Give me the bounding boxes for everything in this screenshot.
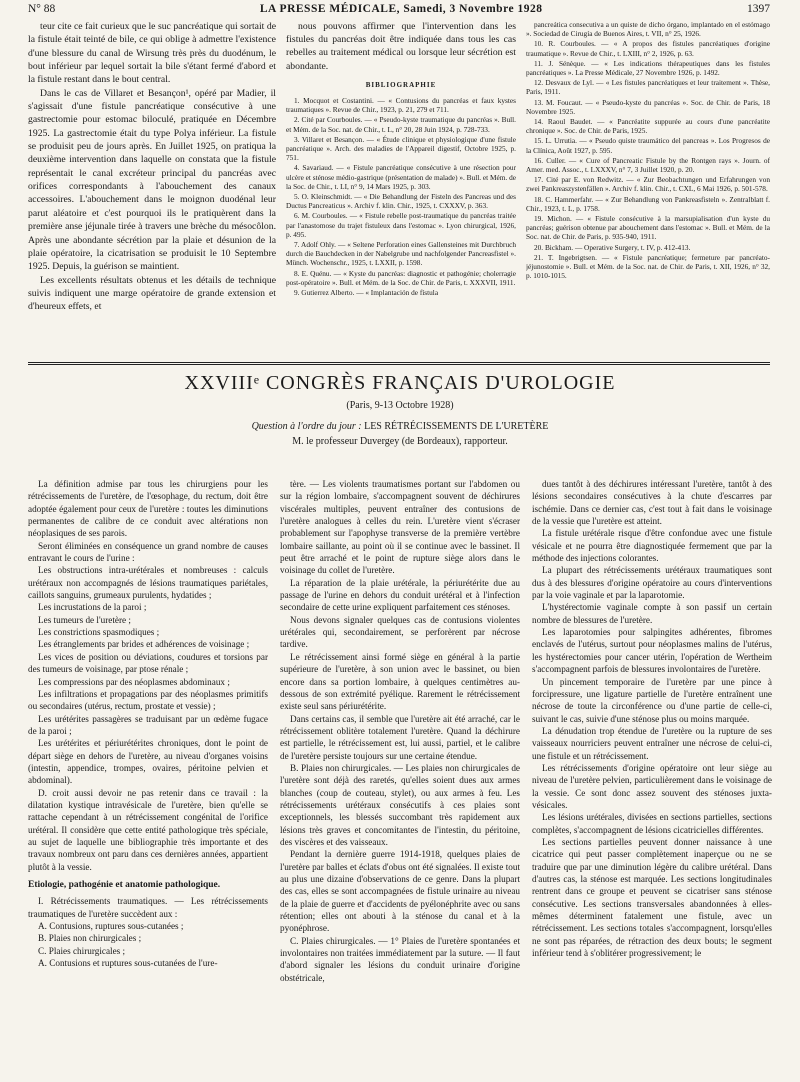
- paragraph: Les obstructions intra-urétérales et nombreuses : calculs urétéraux non accompagnés de lésions traumatiques pariétales, caillots sanguins, grumeaux purulents, hydatides ;: [28, 565, 268, 601]
- paragraph: tère. — Les violents traumatismes portant sur l'abdomen ou sur la région lombaire, s'accompagnent souvent de déchirures viscérales multiples, peuvent entraîner des contusions de l'uretère analogues à celles du rein. L'uretère vient s'écraser probablement sur l'apophyse transverse de la première vertèbre lombaire saillante, au point où il se continue avec le bassinet. Il peut être arraché et le point de rupture siège alors dans le voisinage du collet de l'uretère.: [280, 479, 520, 576]
- paragraph: 21. T. Ingebrigtsen. — « Fistule pancréatique; fermeture par pancréato-jéjunostomie ». Bull. et Mém. de la Soc. nat. de Chir. de Paris, t. XII, 1926, n° 32, p. 1010-1015.: [526, 252, 770, 281]
- article-column-middle: [286, 20, 516, 358]
- paragraph: 2. Cité par Courboules. — « Pseudo-kyste traumatique du pancréas ». Bull. et Mém. de la Soc. nat. de Chir., t. L, n° 20, 28 Juin 1924, p. 728-733.: [286, 115, 516, 134]
- paragraph: 15. L. Urrutia. — « Pseudo quiste traumático del pancreas ». Los Progresos de la Clínica, Août 1927, p. 595.: [526, 136, 770, 155]
- rapporteur-line: M. le professeur Duvergey (de Bordeaux), rapporteur.: [292, 436, 508, 447]
- paragraph: 4. Savariaud. — « Fistule pancréatique consécutive à une résection pour ulcère et sténose médio-gastrique (présentation de malade) ». Bull. et Mém. de la Soc. de Chir., t. LI, n° 9, 14 Mars 1925, p. 303.: [286, 163, 516, 191]
- paragraph: 19. Michon. — « Fistule consécutive à la marsupialisation d'un kyste du pancréas; guérison obtenue par abouchement dans l'estomac ». Bull. et Mém. de la Soc. nat. de Chir. de Paris, p. 935-940, 1911.: [526, 214, 770, 242]
- paragraph: Dans le cas de Villaret et Besançon¹, opéré par Madier, il s'agissait d'une fistule pancréatique consécutive à une gastrectomie pour estomac biloculé, pratiquée en Décembre 1925. La gastrectomie était du type Polya inférieur. La fistule se produisit peu de jours après. En Juillet 1925, on pratiqua la deuxième intervention dans laquelle on constata que la fistule représentait le canal excréteur principal du pancréas avec orifices correspondants à l'abouchement des canaux accessoires. L'abouchement dans le moignon duodénal leur parut aléatoire et c'est pourquoi ils le pratiquèrent dans la première anse jéjunale tirée à travers une brèche du mésocôlon. Après une abondante sécrétion par la plaie et désunion de la plaie opératoire, la cicatrisation se produisit le 10 Septembre 1925. Depuis, la guérison se maintient.: [28, 87, 276, 273]
- paragraph: Les urétérites passagères se traduisant par un œdème fugace de la paroi ;: [28, 713, 268, 736]
- paragraph: Les étranglements par brides et adhérences de voisinage ;: [38, 639, 250, 650]
- paragraph: L'hystérectomie vaginale compte à son passif un certain nombre de blessures de l'uretère.: [532, 602, 772, 625]
- page-header: [28, 0, 770, 18]
- paragraph: C. Plaies chirurgicales ;: [38, 945, 126, 956]
- paragraph: Pendant la dernière guerre 1914-1918, quelques plaies de l'uretère par balles et éclats d'obus ont été signalées. Il existe tout au plus une dizaine d'observations de ce genre. Dans la plupart des cas, elles se sont accompagnées de fistule urinaire au niveau de la plaie de guerre et d'accidents de pyélonéphrite avec ou sans rétention; elles ont abouti à la sténose du canal et à la pyonéphrose.: [280, 849, 520, 934]
- paragraph: Les tumeurs de l'uretère ;: [38, 614, 131, 625]
- bibliography-left: [286, 81, 516, 297]
- paragraph: D. croit aussi devoir ne pas retenir dans ce travail : la dilatation kystique intravésicale de l'uretère, bien qu'elle se rattache cependant à un rétrécissement congénital de l'orifice urétéral. Il considère que cette entité pathologique très spéciale, au sujet de laquelle une bibliographie très importante et des travaux nombreux ont paru dans ces dernières années, appartient plutôt à la vessie.: [28, 787, 268, 872]
- paragraph: Les compressions par des néoplasmes abdominaux ;: [38, 676, 230, 687]
- conclusion-paragraph: nous pouvons affirmer que l'intervention dans les fistules du pancréas doit être indiquée dans tous les cas rebelles au traitement médical ou lorsque leur sécrétion est abondante.: [286, 21, 516, 72]
- paragraph: Les sections partielles peuvent donner naissance à une cicatrice qui peut passer complètement inaperçue ou ne se traduire que par une diminution légère du calibre urétéral. Dans d'autres cas, la sténose est marquée. Les sections longitudinales rentrent dans ce groupe et peuvent se cicatriser sans sténose consécutive. Les sections transversales abandonnées à elles-mêmes déterminent fatalement une fistule, avec un rétrécissement. Les sections totales s'accompagnent, lorsqu'elles ne sont pas réparées, de rétraction des deux bouts; le segment inférieur tend à s'oblitérer progressivement; le: [532, 836, 772, 959]
- paragraph: 3. Villaret et Besançon. — « Étude clinique et physiologique d'une fistule pancréatique ». Arch. des maladies de l'Appareil digestif, Octobre 1925, p. 751.: [286, 134, 516, 163]
- paragraph: La dénudation trop étendue de l'uretère ou la rupture de ses vaisseaux nourriciers peuvent entraîner une nécrose de celui-ci, une fistule et un rétrécissement.: [532, 725, 772, 761]
- paragraph: pancreática consecutiva a un quiste de dicho órgano, implantado en el estómago ». Sociedad de Cirugía de Buenos Aires, t. VII, n° 25, 1926.: [526, 20, 770, 39]
- paragraph: Les infiltrations et propagations par des néoplasmes primitifs ou secondaires (utérus, rectum, prostate et vessie) ;: [28, 688, 268, 712]
- paragraph: Les constrictions spasmodiques ;: [38, 627, 160, 638]
- paragraph: 17. Cité par E. von Redwitz. — « Zur Beobachtungen und Erfahrungen von zwei Pankreaszystenfällen ». Archiv f. klin. Chir., t. CXL, 6 Mai 1926, p. 501-578.: [526, 175, 770, 194]
- journal-title: LA PRESSE MÉDICALE, Samedi, 3 Novembre 1928: [259, 3, 543, 15]
- bibliography-right: [526, 20, 770, 358]
- paragraph: dues tantôt à des déchirures intéressant l'uretère, tantôt à des lésions secondaires consécutives à la chute d'escarres par ischémie. Dans ce dernier cas, c'est tout à fait dans le voisinage de la vessie que l'uretère est atteint.: [532, 479, 772, 527]
- paragraph: Les vices de position ou déviations, coudures et torsions par des tumeurs de voisinage, par ptose rénale ;: [28, 651, 268, 675]
- paragraph: 9. Gutierrez Alberto. — « Implantación de fístula: [294, 288, 439, 298]
- question-label: Question à l'ordre du jour :: [251, 421, 362, 432]
- paragraph: Les rétrécissements d'origine opératoire ont leur siège au niveau de l'uretère pelvien, particulièrement dans le voisinage de la vessie. Ce sont donc assez souvent des sténoses juxta-vésicales.: [532, 762, 772, 810]
- question-topic: LES RÉTRÉCISSEMENTS DE L'URETÈRE: [364, 421, 549, 432]
- page-number: 1397: [747, 3, 770, 15]
- paragraph: Les laparotomies pour salpingites adhérentes, fibromes enclavés de l'utérus, surtout pour néoplasmes malins de l'utérus, les hystérectomies pour cancer utérin, l'opération de Wertheim s'accompagnent parfois de blessures involontaires de l'uretère.: [532, 627, 772, 675]
- paragraph: 14. Raoul Baudet. — « Pancréatite suppurée au cours d'une pancréatite chronique ». Soc. de Chir. de Paris, 1925.: [526, 117, 770, 136]
- paragraph: Les urétérites et périurétérites chroniques, dont le point de départ siège en dehors de l'uretère, au niveau d'organes voisins (intestin, appendice, trompes, ovaires, péritoine pelvien et abdominal).: [28, 738, 268, 786]
- paragraph: Les excellents résultats obtenus et les détails de technique suivis indiquent une marge opératoire de grande extension et d'heureux effets, et: [28, 274, 276, 313]
- paragraph: Les incrustations de la paroi ;: [38, 602, 147, 613]
- paragraph: 10. R. Courboules. — « A propos des fistules pancréatiques d'origine traumatique ». Revue de Chir., t. LXIII, n° 2, 1926, p. 63.: [526, 39, 770, 58]
- paragraph: 8. E. Quénu. — « Kyste du pancréas: diagnostic et pathogénie; cholerragie post-opératoire ». Bull. et Mém. de la Soc. de Chir. de Paris, t. XXXVII, 1911.: [286, 268, 516, 287]
- paragraph: 18. C. Hammerfahr. — « Zur Behandlung von Pankreasfisteln ». Zentralblatt f. Chir., 1923, t. L, p. 1758.: [526, 194, 770, 213]
- paragraph: 11. J. Sénèque. — « Les indications thérapeutiques dans les fistules pancréatiques ». La Presse Médicale, 27 Novembre 1926, p. 1492.: [526, 58, 770, 78]
- report-column-right: [532, 478, 772, 1073]
- paragraph: La plupart des rétrécissements urétéraux traumatiques sont dus à des blessures d'origine opératoire au cours d'interventions par la voie vaginale et par la laparotomie.: [532, 565, 772, 601]
- section-heading: Etiologie, pathogénie et anatomie pathologique.: [28, 880, 221, 890]
- paragraph: Le rétrécissement ainsi formé siège en général à la partie supérieure de l'uretère, à son union avec le bassinet, ou bien encore dans sa portion lombaire, à quelques centimètres au-dessous de son extrémité pyélique. Rarement le rétrécissement existe seul sans périurétérite.: [280, 651, 520, 712]
- report-column-left: [28, 478, 268, 1073]
- paragraph: 6. M. Courboules. — « Fistule rebelle post-traumatique du pancréas traitée par l'anastomose du trajet fistuleux dans l'estomac ». Lyon chirurgical, 1926, p. 495.: [286, 211, 516, 239]
- paragraph: I. Rétrécissements traumatiques. — Les rétrécissements traumatiques de l'uretère succèdent aux :: [28, 896, 268, 919]
- paragraph: 1. Mocquot et Costantini. — « Contusions du pancréas et faux kystes traumatiques ». Revue de Chir., 1923, p. 21, 279 et 711.: [286, 96, 516, 115]
- paragraph: B. Plaies non chirurgicales. — Les plaies non chirurgicales de l'uretère sont déjà des raretés, qu'elles soient dues aux armes blanches (coup de couteau, stylet), ou aux armes à feu. Les rétrécissements urétéraux consécutifs à ces plaies sont exceptionnels, les blessés succombant très rapidement aux lésions très graves et concomitantes de l'intestin, du péritoine, des viscères et des vaisseaux.: [280, 762, 520, 847]
- section-divider: [28, 362, 770, 365]
- congress-title: XXVIIIᵉ CONGRÈS FRANÇAIS D'UROLOGIE: [184, 372, 616, 394]
- paragraph: Seront éliminées en conséquence un grand nombre de causes entravant le cours de l'urine :: [28, 540, 268, 564]
- congress-heading: [0, 372, 800, 447]
- article-column-left: [28, 20, 276, 358]
- congress-dates: (Paris, 9-13 Octobre 1928): [346, 400, 454, 411]
- paragraph: 5. O. Kleinschmidt. — « Die Behandlung der Fisteln des Pancreas und des Ductus Pancreaticus ». Archiv f. klin. Chir., 1925, t. CXXXV, p. 363.: [286, 192, 516, 211]
- report-column-middle: [280, 478, 520, 1073]
- paragraph: C. Plaies chirurgicales. — 1° Plaies de l'uretère spontanées et involontaires non traitées immédiatement par la suture. — Il faut d'abord signaler les lésions du conduit urinaire d'origine obstétricale,: [280, 935, 520, 983]
- paragraph: Un pincement temporaire de l'uretère par une pince à forcipressure, une ligature partielle de l'uretère entraînent une nécrose de toute la circonférence ou d'une partie de celle-ci, suivant le cas, suivie d'une sténose plus ou moins marquée.: [532, 676, 772, 724]
- paragraph: teur cite ce fait curieux que le suc pancréatique qui sortait de la fistule était teinté de bile, ce qui oblige à admettre l'existence d'une blessure du canal de Wirsung très près du duodénum, le bout inférieur par lequel sortait la bile s'étant fermé d'abord et la fistule restant dans le bout central.: [28, 21, 276, 86]
- question-line: [0, 421, 800, 432]
- paragraph: La fistule urétérale risque d'être confondue avec une fistule vésicale et ne pourra être diagnostiquée fermement que par la méthode des injections colorantes.: [532, 528, 772, 564]
- paragraph: Les lésions urétérales, divisées en sections partielles, sections complètes, s'accompagnent de lésions cicatricielles différentes.: [532, 812, 772, 835]
- paragraph: 12. Desvaux de Lyl. — « Les fistules pancréatiques et leur traitement ». Thèse, Paris, 1911.: [526, 78, 770, 97]
- issue-number: N° 88: [28, 3, 56, 15]
- paragraph: La réparation de la plaie urétérale, la périurétérite due au passage de l'urine en dehors du conduit urétéral et à l'infection secondaire de cette urine expliquent parfaitement ces sténoses.: [280, 577, 520, 613]
- paragraph: 20. Bickham. — Operative Surgery, t. IV, p. 412-413.: [534, 242, 691, 252]
- paragraph: Dans certains cas, il semble que l'uretère ait été arraché, car le rétrécissement oblitère totalement l'uretère. Quand la déchirure est partielle, le rétrécissement est, lui aussi, partiel, et le calibre de l'uretère persiste toujours sur une certaine étendue.: [280, 713, 520, 761]
- paragraph: A. Contusions, ruptures sous-cutanées ;: [38, 921, 184, 932]
- paragraph: A. Contusions et ruptures sous-cutanées de l'ure-: [38, 958, 218, 969]
- paragraph: Nous devons signaler quelques cas de contusions violentes urétérales qui, secondairement, se perforèrent par nécrose tardive.: [280, 614, 520, 650]
- paragraph: 7. Adolf Ohly. — « Seltene Perforation eines Gallensteines mit Durchbruch durch die Bauchdecken in der Nabelgrube und nachfolgender Pancreasfistel ». Münch. Wochenschr., 1925, t. LXXII, p. 1598.: [286, 240, 516, 268]
- paragraph: B. Plaies non chirurgicales ;: [38, 933, 142, 944]
- bibliography-title: BIBLIOGRAPHIE: [365, 80, 437, 89]
- paragraph: La définition admise par tous les chirurgiens pour les rétrécissements de l'uretère, de l'œsophage, du rectum, doit être adoptée également pour ceux de l'uretère : toutes les diminutions permanentes de calibre de ce conduit avec altérations non néoplasiques de ses parois.: [28, 479, 268, 539]
- paragraph: 13. M. Foucaut. — « Pseudo-kyste du pancréas ». Soc. de Chir. de Paris, 18 Novembre 1925.: [526, 97, 770, 116]
- paragraph: 16. Culler. — « Cure of Pancreatic Fistule by the Rontgen rays ». Journ. of Amer. med. Assoc., t. LXXXV, n° 7, 3 Juillet 1920, p. 20.: [526, 155, 770, 175]
